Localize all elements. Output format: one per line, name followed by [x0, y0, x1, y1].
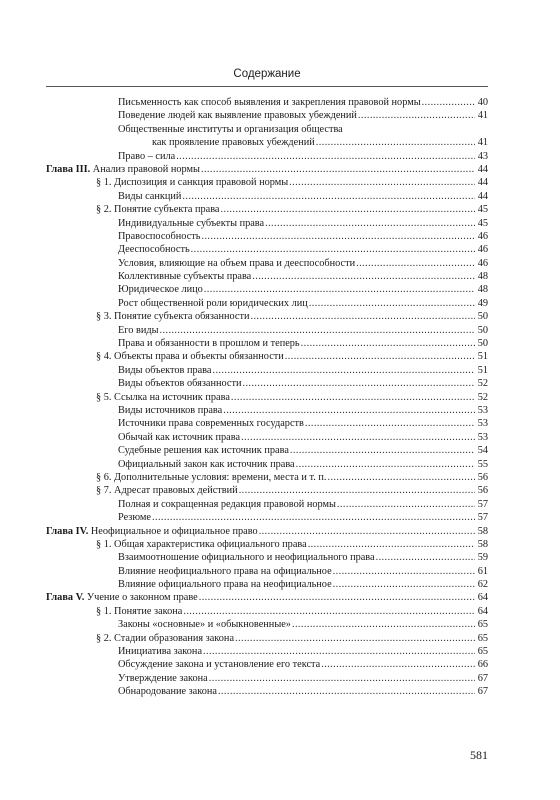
dot-leader [308, 538, 475, 551]
toc-entry-page: 65 [477, 646, 488, 658]
toc-entry-text: Виды источников права [118, 404, 223, 416]
dot-leader [231, 391, 475, 404]
dot-leader [337, 498, 475, 511]
toc-entry-title [96, 310, 249, 323]
toc-entry-title [46, 591, 198, 604]
toc-entry-title [96, 484, 238, 497]
dot-leader [305, 417, 475, 430]
toc-entry-text: Влияние неофициального права на официальное [118, 565, 332, 577]
toc-entry-title [118, 257, 355, 270]
dot-leader [289, 176, 475, 189]
chapter-label: Глава V. [46, 592, 85, 604]
toc-entry-page: 44 [477, 177, 488, 189]
toc-entry-text: Права и обязанности в прошлом и теперь [118, 338, 300, 350]
toc-entry-text: Анализ правовой нормы [92, 163, 200, 175]
toc-entry-text: § 1. Понятие закона [96, 605, 183, 617]
toc-entry-title [118, 672, 208, 685]
toc-entry-page: 54 [477, 445, 488, 457]
toc-entry-title [118, 551, 375, 564]
toc-entry [46, 217, 488, 230]
dot-leader [356, 257, 475, 270]
toc-entry-page: 62 [477, 579, 488, 591]
toc-entry-page: 65 [477, 619, 488, 631]
toc-entry-title [118, 458, 295, 471]
toc-entry [46, 525, 488, 538]
toc-entry-page: 52 [477, 378, 488, 390]
toc-entry-title [96, 538, 307, 551]
toc-entry-title [118, 618, 291, 631]
toc-entry-page: 66 [477, 659, 488, 671]
toc-entry-text: Правоспособность [118, 230, 201, 242]
toc-entry-text: Виды объектов обязанности [118, 378, 242, 390]
toc-entry-text: Судебные решения как источник права [118, 445, 289, 457]
toc-entry [46, 364, 488, 377]
toc-entry-page: 51 [477, 364, 488, 376]
dot-leader [209, 672, 475, 685]
table-of-contents [46, 96, 488, 699]
toc-entry-text: § 2. Понятие субъекта права [96, 204, 220, 216]
toc-entry [46, 458, 488, 471]
toc-entry-title [118, 417, 304, 430]
toc-entry [46, 498, 488, 511]
toc-entry-title [118, 364, 211, 377]
toc-entry [46, 243, 488, 256]
toc-entry [46, 297, 488, 310]
toc-entry-title [118, 377, 241, 390]
dot-leader [252, 270, 475, 283]
toc-entry [46, 591, 488, 604]
toc-entry-title [46, 525, 258, 538]
dot-leader [160, 324, 475, 337]
toc-entry-title [118, 297, 308, 310]
dot-leader [333, 565, 475, 578]
dot-leader [422, 96, 475, 109]
toc-entry-title [118, 96, 421, 109]
toc-entry-page: 53 [477, 431, 488, 443]
dot-leader [309, 297, 475, 310]
toc-entry-title [96, 471, 326, 484]
dot-leader [218, 685, 475, 698]
toc-entry-text: Утверждение закона [118, 672, 208, 684]
toc-entry-title [96, 203, 220, 216]
toc-entry-title [118, 431, 240, 444]
toc-entry-text: Инициатива закона [118, 646, 203, 658]
dot-leader [259, 525, 475, 538]
toc-entry-page: 43 [477, 150, 488, 162]
toc-entry-text: Поведение людей как выявление правовых убеждений [118, 110, 357, 122]
toc-entry-page: 67 [477, 672, 488, 684]
toc-entry-text: Обычай как источник права [118, 431, 241, 443]
toc-entry-page: 55 [477, 458, 488, 470]
toc-entry-title [118, 685, 217, 698]
dot-leader [285, 350, 475, 363]
toc-entry-page: 48 [477, 284, 488, 296]
toc-entry-page: 49 [477, 297, 488, 309]
toc-entry-page: 56 [477, 471, 488, 483]
toc-entry [46, 391, 488, 404]
toc-entry [46, 471, 488, 484]
toc-entry-page: 51 [477, 351, 488, 363]
toc-entry-page: 53 [477, 418, 488, 430]
dot-leader [199, 591, 475, 604]
toc-entry-text: § 2. Стадии образования закона [96, 632, 235, 644]
toc-entry [46, 350, 488, 363]
toc-entry-text: Коллективные субъекты права [118, 271, 252, 283]
toc-entry [46, 511, 488, 524]
toc-entry [46, 484, 488, 497]
toc-entry-text: § 6. Дополнительные условия: времени, места и т. п. [96, 471, 327, 483]
toc-entry-text: Источники права современных государств [118, 418, 304, 430]
dot-leader [204, 283, 475, 296]
toc-entry-title [96, 391, 230, 404]
toc-entry-title [152, 136, 315, 149]
toc-entry [46, 176, 488, 189]
toc-entry [46, 123, 488, 136]
dot-leader [321, 658, 475, 671]
toc-entry-page: 64 [477, 592, 488, 604]
toc-entry [46, 377, 488, 390]
toc-entry-title [118, 109, 357, 122]
toc-entry [46, 417, 488, 430]
toc-entry-page: 45 [477, 217, 488, 229]
dot-leader [241, 431, 475, 444]
dot-leader [358, 109, 475, 122]
toc-entry-page: 61 [477, 565, 488, 577]
toc-entry-title [118, 283, 203, 296]
toc-entry-text: Взаимоотношение официального и неофициального права [118, 552, 375, 564]
dot-leader [223, 404, 475, 417]
toc-entry [46, 270, 488, 283]
header-rule [46, 86, 488, 87]
toc-entry-page: 46 [477, 257, 488, 269]
page-number: 581 [470, 748, 488, 762]
toc-entry [46, 538, 488, 551]
toc-entry-page: 67 [477, 686, 488, 698]
toc-entry [46, 578, 488, 591]
toc-entry [46, 658, 488, 671]
toc-entry-text: § 4. Объекты права и объекты обязанности [96, 351, 284, 363]
toc-entry-page: 41 [477, 137, 488, 149]
dot-leader [316, 136, 475, 149]
toc-entry [46, 605, 488, 618]
toc-entry-page: 53 [477, 404, 488, 416]
toc-entry-page: 50 [477, 311, 488, 323]
toc-entry-text: Законы «основные» и «обыкновенные» [118, 619, 291, 631]
toc-entry [46, 672, 488, 685]
toc-entry-title [118, 243, 190, 256]
dot-leader [191, 243, 475, 256]
dot-leader [212, 364, 475, 377]
toc-entry-text: Полная и сокращенная редакция правовой нормы [118, 498, 336, 510]
dot-leader [296, 458, 475, 471]
toc-entry [46, 431, 488, 444]
chapter-label: Глава III. [46, 163, 91, 175]
toc-entry-text: Официальный закон как источник права [118, 458, 295, 470]
toc-entry [46, 632, 488, 645]
toc-entry-title [96, 176, 288, 189]
dot-leader [292, 618, 475, 631]
dot-leader [176, 150, 475, 163]
toc-entry-text: Юридическое лицо [118, 284, 203, 296]
toc-entry-title [118, 150, 175, 163]
running-header: Содержание [233, 68, 301, 80]
toc-entry-text: Рост общественной роли юридических лиц [118, 297, 308, 309]
dot-leader [242, 377, 475, 390]
dot-leader [239, 484, 475, 497]
toc-entry-title [118, 498, 336, 511]
toc-entry-text: Право – сила [118, 150, 176, 162]
toc-entry-page: 41 [477, 110, 488, 122]
toc-entry-title [118, 565, 332, 578]
toc-entry [46, 163, 488, 176]
toc-entry-text: Обсуждение закона и установление его текста [118, 659, 321, 671]
toc-entry [46, 551, 488, 564]
toc-entry-title [118, 578, 332, 591]
toc-entry-text: Неофициальное и официальное право [90, 525, 258, 537]
toc-entry [46, 685, 488, 698]
toc-entry-title [118, 658, 320, 671]
toc-entry-text: Влияние официального права на неофициальное [118, 579, 332, 591]
toc-entry-title [118, 230, 200, 243]
dot-leader [182, 190, 475, 203]
toc-entry-text: Его виды [118, 324, 159, 336]
dot-leader [201, 163, 475, 176]
toc-entry [46, 96, 488, 109]
toc-entry-page: 65 [477, 632, 488, 644]
toc-entry [46, 618, 488, 631]
toc-entry-title [118, 444, 289, 457]
toc-entry-page: 52 [477, 391, 488, 403]
toc-entry-title [118, 404, 222, 417]
toc-entry-title [46, 163, 200, 176]
toc-entry [46, 324, 488, 337]
toc-entry-text: § 5. Ссылка на источник права [96, 391, 230, 403]
dot-leader [376, 551, 475, 564]
chapter-label: Глава IV. [46, 525, 89, 537]
dot-leader [152, 511, 475, 524]
dot-leader [221, 203, 476, 216]
toc-entry-text: Резюме [118, 512, 151, 524]
toc-entry-page: 44 [477, 163, 488, 175]
toc-entry-title [118, 324, 159, 337]
toc-entry-title [118, 190, 181, 203]
dot-leader [327, 471, 475, 484]
toc-entry [46, 150, 488, 163]
toc-entry [46, 645, 488, 658]
toc-entry-page: 44 [477, 190, 488, 202]
toc-entry-text: Учение о законном праве [86, 592, 198, 604]
toc-entry-title [118, 217, 264, 230]
toc-entry-text: Условия, влияющие на объем права и дееспособности [118, 257, 356, 269]
toc-entry-text: как проявление правовых убеждений [152, 137, 315, 149]
toc-entry-page: 46 [477, 230, 488, 242]
toc-entry-page: 59 [477, 552, 488, 564]
toc-entry-title [118, 337, 300, 350]
toc-entry [46, 283, 488, 296]
toc-entry-title [96, 605, 182, 618]
toc-entry [46, 337, 488, 350]
toc-entry-page: 40 [477, 97, 488, 108]
toc-entry-page: 57 [477, 512, 488, 524]
toc-entry-page: 57 [477, 498, 488, 510]
toc-entry-title [118, 270, 251, 283]
toc-entry [46, 230, 488, 243]
toc-entry-page: 45 [477, 204, 488, 216]
toc-entry [46, 404, 488, 417]
toc-entry-text: § 1. Диспозиция и санкция правовой нормы [96, 177, 289, 189]
toc-entry-page: 50 [477, 324, 488, 336]
toc-entry-text: Индивидуальные субъекты права [118, 217, 265, 229]
toc-entry-page: 46 [477, 244, 488, 256]
dot-leader [235, 632, 475, 645]
dot-leader [203, 645, 475, 658]
toc-entry-text: Виды санкций [118, 190, 182, 202]
toc-entry-text: Общественные институты и организация общества [118, 123, 343, 135]
toc-entry-title [96, 632, 234, 645]
toc-entry [46, 190, 488, 203]
toc-entry-text: § 1. Общая характеристика официального права [96, 538, 307, 550]
dot-leader [301, 337, 475, 350]
toc-entry [46, 565, 488, 578]
toc-entry-page: 56 [477, 485, 488, 497]
dot-leader [290, 444, 475, 457]
toc-entry-text: § 7. Адресат правовых действий [96, 485, 238, 497]
toc-entry [46, 257, 488, 270]
toc-entry-text: Обнародование закона [118, 686, 217, 698]
toc-entry-page: 58 [477, 538, 488, 550]
toc-entry-page: 64 [477, 605, 488, 617]
toc-entry-text: § 3. Понятие субъекта обязанности [96, 311, 250, 323]
toc-entry-title [118, 123, 343, 136]
toc-entry-text: Виды объектов права [118, 364, 212, 376]
dot-leader [250, 310, 475, 323]
toc-entry [46, 136, 488, 149]
dot-leader [265, 217, 475, 230]
toc-entry-page: 58 [477, 525, 488, 537]
toc-entry-title [118, 511, 151, 524]
toc-entry-page: 48 [477, 271, 488, 283]
dot-leader [333, 578, 475, 591]
toc-entry-text: Письменность как способ выявления и закрепления правовой нормы [118, 97, 421, 108]
toc-entry-text: Дееспособность [118, 244, 190, 256]
toc-entry-title [118, 645, 202, 658]
toc-entry-page: 50 [477, 338, 488, 350]
toc-entry [46, 444, 488, 457]
toc-entry [46, 310, 488, 323]
dot-leader [201, 230, 475, 243]
dot-leader [183, 605, 475, 618]
toc-entry [46, 109, 488, 122]
toc-entry [46, 203, 488, 216]
toc-entry-title [96, 350, 284, 363]
